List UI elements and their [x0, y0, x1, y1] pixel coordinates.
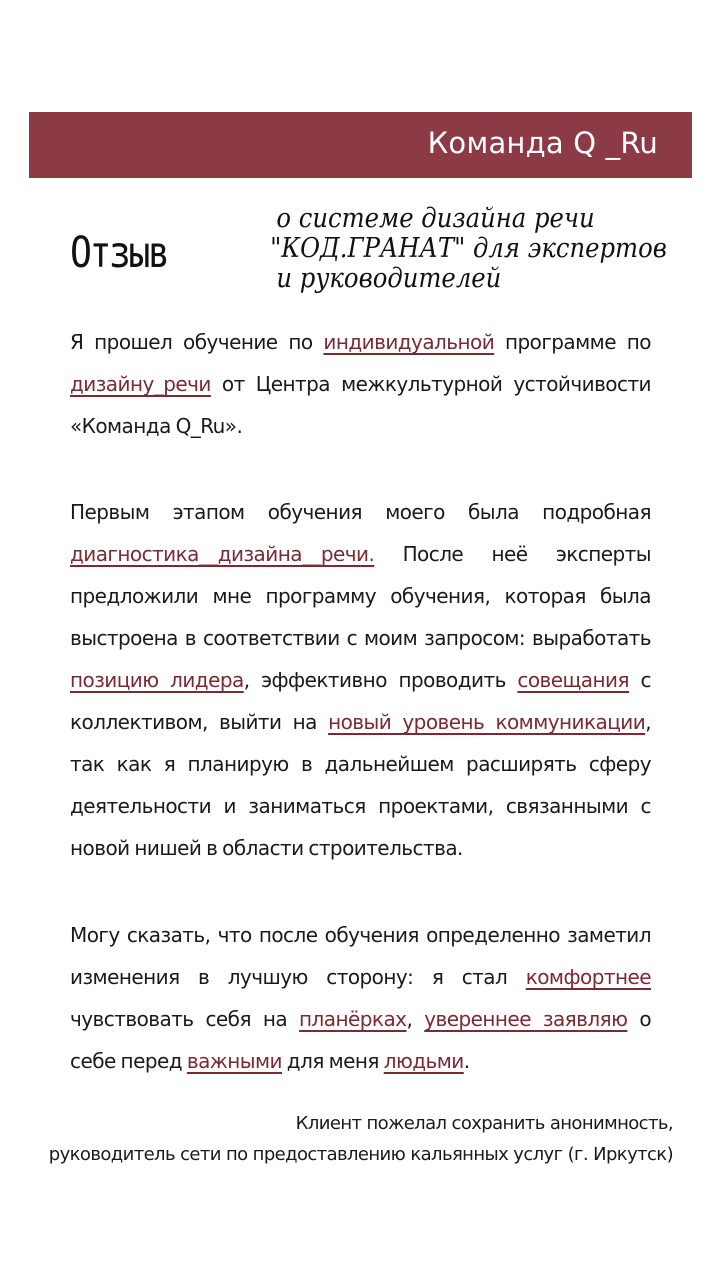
text-line [70, 701, 651, 743]
text-span: , [406, 1007, 425, 1031]
page-title: Отзыв [70, 228, 168, 278]
text-line [70, 617, 651, 659]
text-line [70, 363, 651, 405]
text-span: с [628, 668, 651, 692]
text-span: выстроена в соответствии с моим запросом: выработать [70, 626, 651, 650]
review-paragraph-3 [70, 914, 651, 1082]
text-line [70, 533, 651, 575]
text-span: . [463, 1049, 470, 1073]
text-line [70, 575, 651, 617]
text-span: себе перед [70, 1049, 187, 1073]
text-line [70, 743, 651, 785]
text-span: коллективом, выйти на [70, 710, 329, 734]
text-span: предложили мне программу обучения, которая была [70, 584, 651, 608]
text-span: изменения в лучшую сторону: я стал [70, 965, 526, 989]
brand-name: Команда Q _Ru [427, 126, 658, 160]
page-subtitle [262, 204, 667, 294]
text-span: от Центра межкультурной устойчивости [210, 372, 651, 396]
link-communication-level[interactable]: новый уровень коммуникации [328, 710, 646, 734]
text-span: о [627, 1007, 652, 1031]
link-planning-meetings[interactable]: планёрках [299, 1007, 407, 1031]
text-line [70, 491, 651, 533]
text-line [70, 405, 651, 447]
text-span: «Команда Q_Ru». [70, 414, 243, 438]
link-more-comfortable[interactable]: комфортнее [525, 965, 651, 989]
subtitle-line: о системе дизайна речи [276, 203, 595, 234]
client-attribution [49, 1108, 673, 1170]
subtitle-line: и руководителей [276, 263, 502, 294]
text-line [70, 1040, 651, 1082]
text-span: , эффективно проводить [243, 668, 518, 692]
link-confident-statement[interactable]: увереннее заявляю [424, 1007, 628, 1031]
brand-banner [29, 112, 692, 178]
text-line [70, 998, 651, 1040]
text-span: Первым этапом обучения моего была подробная [70, 500, 651, 524]
text-line [70, 827, 651, 869]
review-paragraph-2 [70, 491, 651, 869]
review-paragraph-1 [70, 321, 651, 447]
text-span: для меня [282, 1049, 384, 1073]
link-speech-diagnostics[interactable]: диагностика__дизайна__речи. [70, 542, 375, 566]
attribution-line: Клиент пожелал сохранить анонимность, [295, 1113, 673, 1134]
text-span: чувствовать себя на [70, 1007, 300, 1031]
text-line [70, 914, 651, 956]
link-leader-position[interactable]: позицию лидера [70, 668, 244, 692]
text-span: деятельности и заниматься проектами, связанными с [70, 794, 651, 818]
text-span: , [645, 710, 652, 734]
text-line [70, 785, 651, 827]
text-span: новой нишей в области строительства. [70, 836, 463, 860]
attribution-line: руководитель сети по предоставлению кальянных услуг (г. Иркутск) [48, 1144, 673, 1165]
link-speech-design[interactable]: дизайну_речи [70, 372, 211, 396]
link-people[interactable]: людьми [383, 1049, 464, 1073]
subtitle-line: "КОД.ГРАНАТ" для экспертов [270, 233, 667, 264]
text-span: Могу сказать, что после обучения определенно заметил [70, 923, 651, 947]
text-span: программе по [494, 330, 651, 354]
text-span: так как я планирую в дальнейшем расширять сферу [70, 752, 651, 776]
text-span: Я прошел обучение по [70, 330, 324, 354]
text-line [70, 321, 651, 363]
link-individual[interactable]: индивидуальной [323, 330, 495, 354]
text-line [70, 956, 651, 998]
link-important[interactable]: важными [186, 1049, 282, 1073]
text-line [70, 659, 651, 701]
text-span: После неё эксперты [374, 542, 651, 566]
link-meetings[interactable]: совещания [517, 668, 629, 692]
